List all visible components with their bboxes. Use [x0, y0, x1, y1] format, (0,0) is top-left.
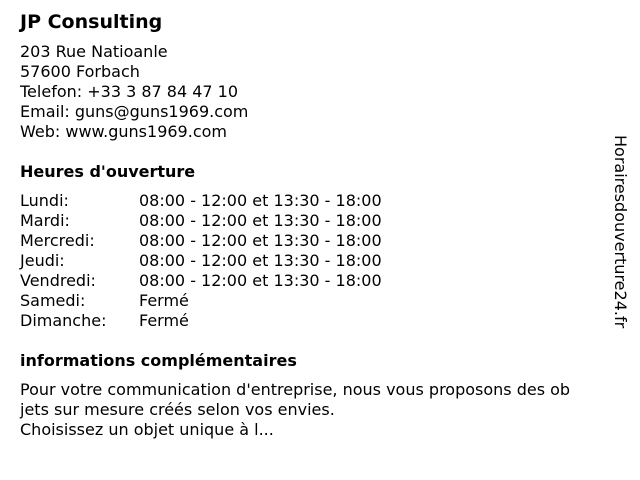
hours-section-title: Heures d'ouverture: [20, 162, 196, 181]
day-hours: 08:00 - 12:00 et 13:30 - 18:00: [139, 211, 382, 230]
day-hours: Fermé: [139, 311, 189, 330]
phone-line: Telefon: +33 3 87 84 47 10: [20, 82, 239, 101]
address-line-2: 57600 Forbach: [20, 62, 140, 81]
info-text-line-3: Choisissez un objet unique à l...: [20, 420, 274, 439]
info-section-title: informations complémentaires: [20, 351, 297, 370]
brand-watermark: Horairesdouverture24.fr: [611, 135, 630, 329]
day-label: Dimanche:: [20, 311, 107, 330]
day-label: Samedi:: [20, 291, 86, 310]
day-hours: 08:00 - 12:00 et 13:30 - 18:00: [139, 231, 382, 250]
business-card: [20, 10, 610, 440]
day-label: Vendredi:: [20, 271, 96, 290]
day-label: Jeudi:: [20, 251, 65, 270]
opening-hours-table: [20, 191, 610, 331]
info-description: [20, 380, 620, 440]
day-hours: 08:00 - 12:00 et 13:30 - 18:00: [139, 191, 382, 210]
info-text-line-2: jets sur mesure créés selon vos envies.: [20, 400, 335, 419]
web-line: Web: www.guns1969.com: [20, 122, 227, 141]
day-label: Mardi:: [20, 211, 70, 230]
day-hours: 08:00 - 12:00 et 13:30 - 18:00: [139, 251, 382, 270]
day-label: Mercredi:: [20, 231, 95, 250]
day-hours: Fermé: [139, 291, 189, 310]
email-line: Email: guns@guns1969.com: [20, 102, 249, 121]
company-name: JP Consulting: [20, 11, 163, 33]
info-text-line-1: Pour votre communication d'entreprise, nous vous proposons des ob: [20, 380, 571, 399]
day-hours: 08:00 - 12:00 et 13:30 - 18:00: [139, 271, 382, 290]
address-line-1: 203 Rue Natioanle: [20, 42, 168, 61]
day-label: Lundi:: [20, 191, 69, 210]
